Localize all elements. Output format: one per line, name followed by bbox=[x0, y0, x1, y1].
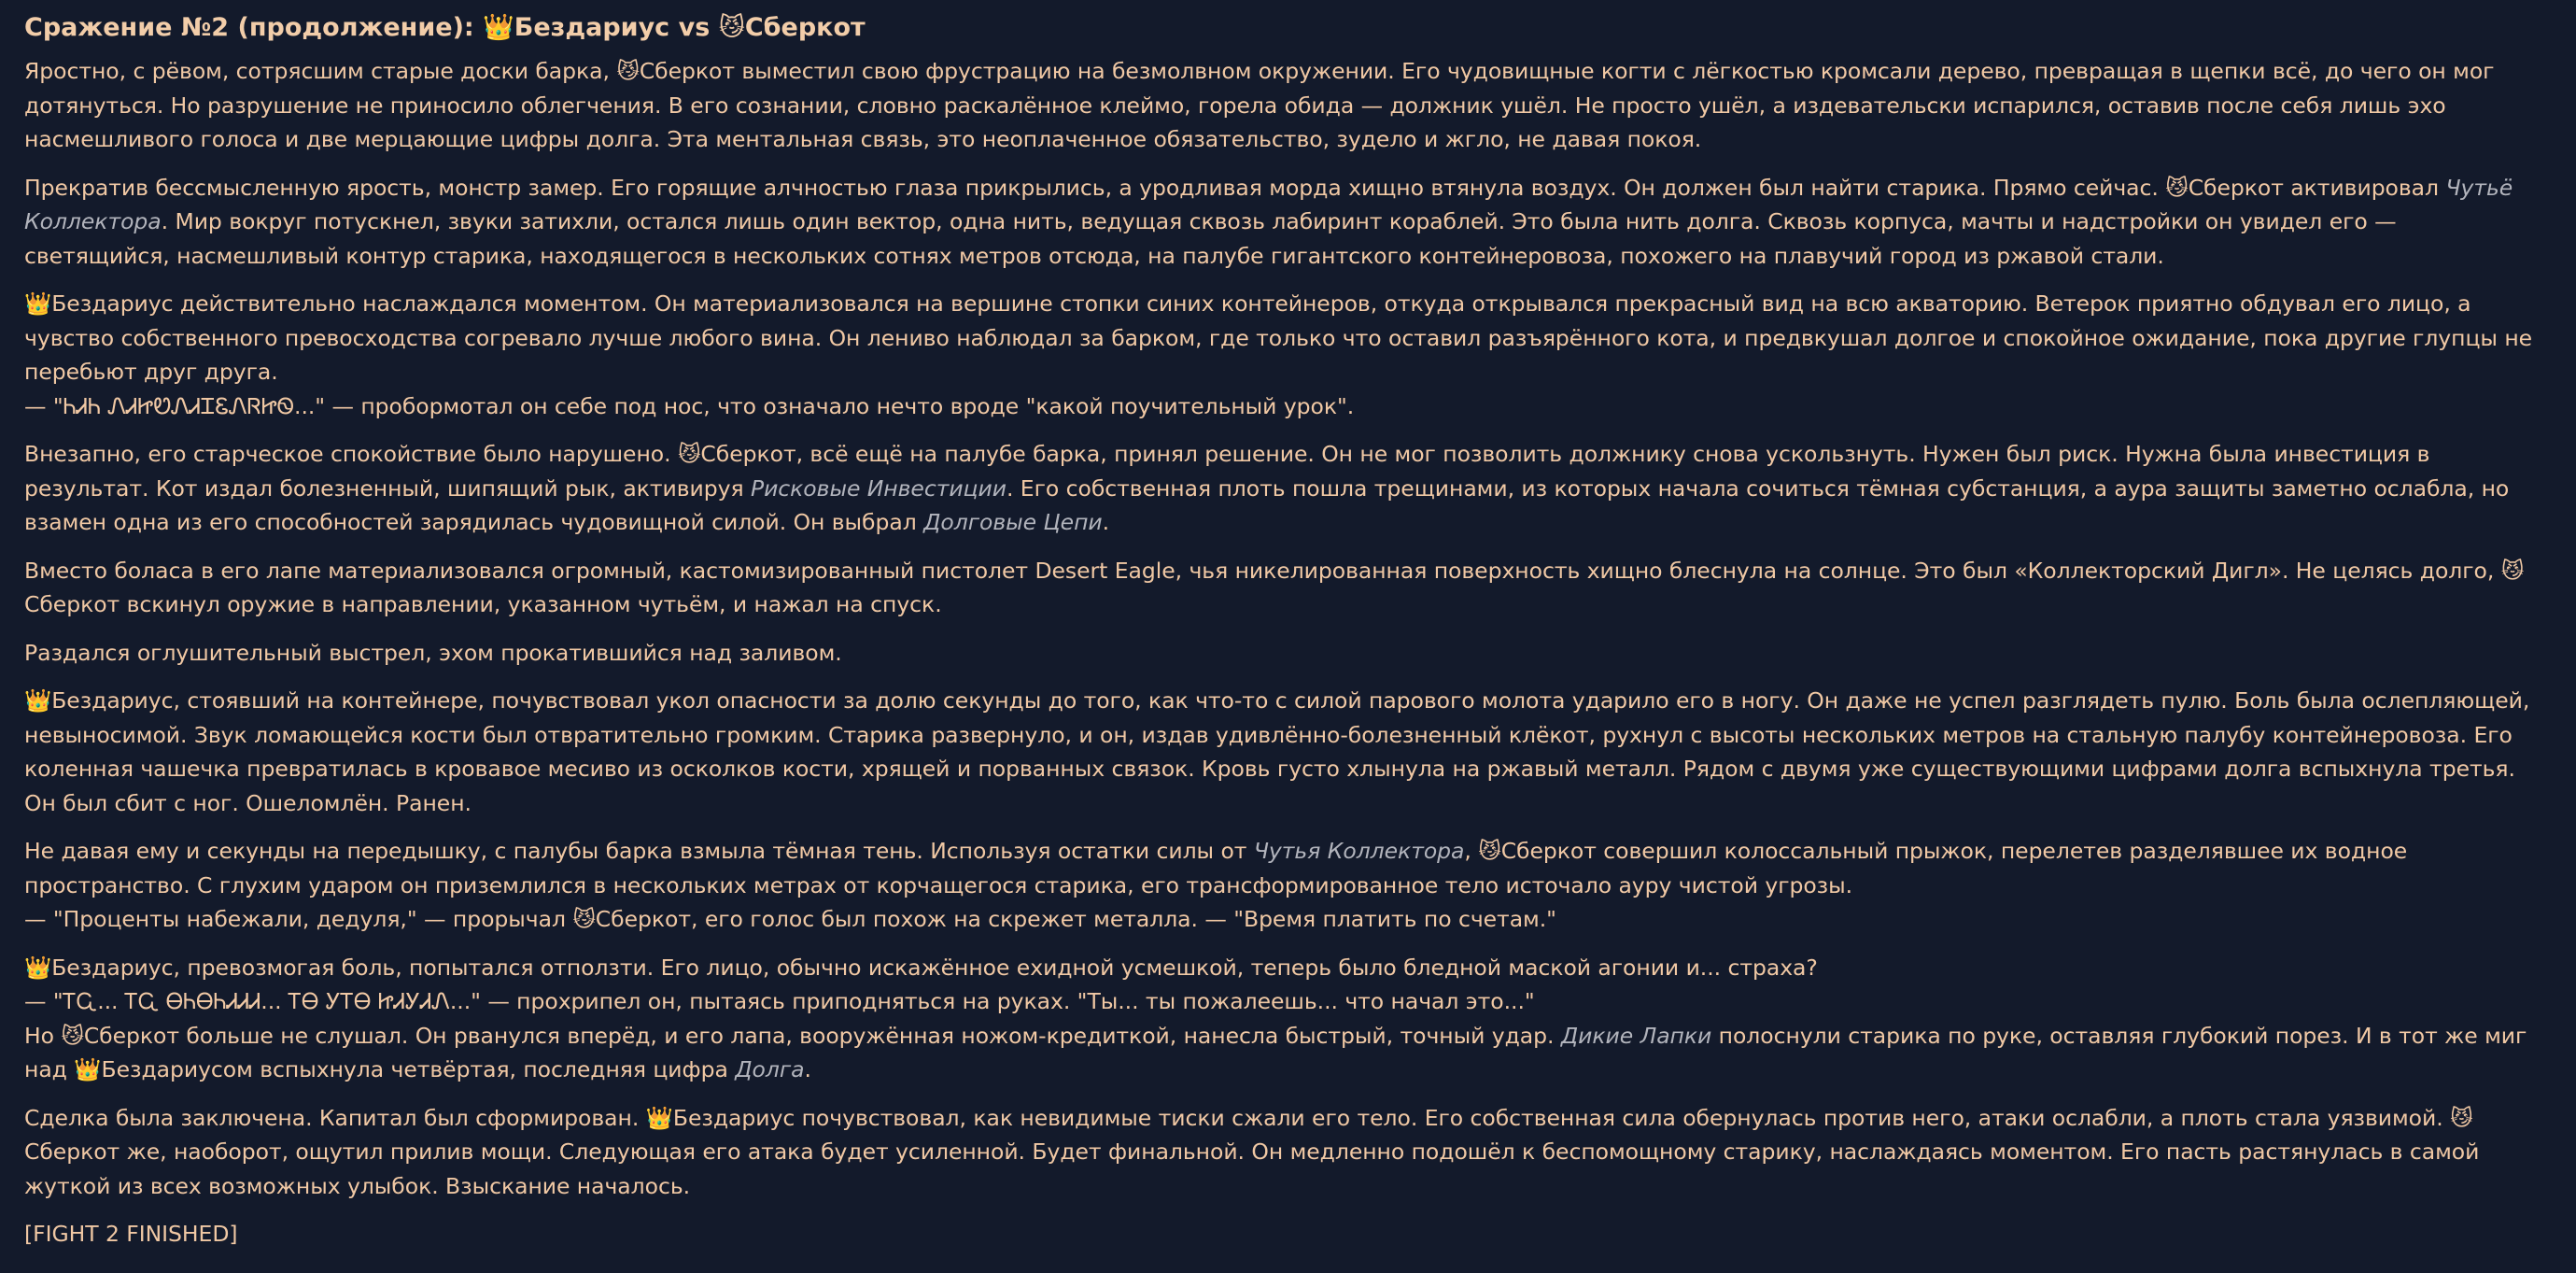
text-span: Бездариус, стоявший на контейнере, почувствовал укол опасности за долю секунды до того, как что-то с силой парового молота ударило его в ногу. Он даже не успел разглядеть пулю. Боль была ослепляющей, невыносимой. Звук ломающейся кости был отвратительно громким. Старика развернуло, и он, издав удивлённо-болезненный клёкот, рухнул с высоты нескольких метров на стальную палубу контейнеровоза. Его коленная чашечка превратилась в кровавое месиво из осколков кости, хрящей и порванных связок. Кровь густо хлынула на ржавый металл. Рядом с двумя уже существующими цифрами долга вспыхнула третья. Он был сбит с ног. Ошеломлён. Ранен. bbox=[24, 687, 2530, 816]
ability-term: Дикие Лапки bbox=[1560, 1022, 1712, 1049]
text-span: Не давая ему и секунды на передышку, с палубы барка взмыла тёмная тень. Используя остатки силы от bbox=[24, 838, 1254, 864]
title-fighter1: Бездариус bbox=[514, 13, 670, 42]
text-span: полоснули старика по руке, оставляя глубокий порез. И в тот же миг над bbox=[24, 1022, 2527, 1082]
text-span: . Мир вокруг потускнел, звуки затихли, остался лишь один вектор, одна нить, ведущая сквозь лабиринт кораблей. Это была нить долга. Сквозь корпуса, мачты и надстройки он увидел его — светящийся, насмешливый контур старика, находящегося в нескольких сотнях метров отсюда, на палубе гигантского контейнеровоза, похожего на плавучий город из ржавой стали. bbox=[24, 208, 2397, 269]
ability-term: Долга bbox=[735, 1056, 805, 1082]
text-span: Сберкот совершил колоссальный прыжок, перелетев разделявшее их водное пространство. С глухим ударом он приземлился в нескольких метрах от корчащегося старика, его трансформированное тело источало ауру чистой угрозы. bbox=[24, 838, 2408, 898]
text-span: , bbox=[1464, 838, 1479, 864]
text-span: Сберкот активировал bbox=[2188, 174, 2446, 201]
text-span: Бездариус действительно наслаждался моментом. Он материализовался на вершине стопки синих контейнеров, откуда открывался прекрасный вид на всю акваторию. Ветерок приятно обдувал его лицо, а чувство собственного превосходства согревало лучше любого вина. Он лениво наблюдал за барком, где только что оставил разъярённого кота, и предвкушал долгое и спокойное ожидание, пока другие глупцы не перебьют друг друга. bbox=[24, 290, 2533, 385]
title-fighter2: Сберкот bbox=[744, 13, 866, 42]
text-span: Сберкот больше не слушал. Он рванулся вперёд, и его лапа, вооружённая ножом-кредиткой, нанесла быстрый, точный удар. bbox=[83, 1022, 1561, 1049]
cat-icon: 😼 bbox=[2500, 557, 2525, 584]
paragraph-1 bbox=[24, 54, 2536, 157]
text-span: Бездариус, превозмогая боль, попытался отползти. Его лицо, обычно искажённое ехидной усмешкой, теперь было бледной маской агонии и... страха? bbox=[51, 954, 1818, 981]
text-span: Раздался оглушительный выстрел, эхом прокатившийся над заливом. bbox=[24, 639, 842, 666]
text-span: Но bbox=[24, 1022, 62, 1049]
cat-icon: 😼 bbox=[718, 13, 745, 42]
text-span: Сберкот вскинул оружие в направлении, указанном чутьём, и нажал на спуск. bbox=[24, 591, 942, 617]
crown-icon: 👑 bbox=[645, 1104, 673, 1131]
cat-icon: 😼 bbox=[677, 441, 701, 467]
text-span: Прекратив бессмысленную ярость, монстр замер. Его горящие алчностью глаза прикрылись, а уродливая морда хищно втянула воздух. Он должен был найти старика. Прямо сейчас. bbox=[24, 174, 2166, 201]
title-prefix: Сражение №2 (продолжение): bbox=[24, 13, 484, 42]
ability-term: Долговые Цепи bbox=[923, 509, 1103, 535]
crown-icon: 👑 bbox=[24, 954, 52, 981]
paragraph-7 bbox=[24, 684, 2536, 820]
text-span: . bbox=[1102, 509, 1110, 535]
dialogue-line: — "Проценты набежали, дедуля," — прорычал bbox=[24, 906, 573, 932]
text-span: Сберкот, всё ещё на палубе барка, принял решение. Он не мог позволить должнику снова ускользнуть. Нужен был риск. Нужна была инвестиция в результат. Кот издал болезненный, шипящий рык, активируя bbox=[24, 441, 2430, 502]
text-span: Сберкот выместил свою фрустрацию на безмолвном окружении. Его чудовищные когти с лёгкостью кромсали дерево, превращая в щепки всё, до чего он мог дотянуться. Но разрушение не приносило облегчения. В его сознании, словно раскалённое клеймо, горела обида — должник ушёл. Не просто ушёл, а издевательски испарился, оставив после себя лишь эхо насмешливого голоса и две мерцающие цифры долга. Эта ментальная связь, это неоплаченное обязательство, зудело и жгло, не давая покоя. bbox=[24, 58, 2495, 152]
page-title bbox=[24, 11, 2536, 45]
story-document bbox=[24, 11, 2536, 1266]
cat-icon: 😼 bbox=[1478, 838, 1501, 864]
crown-icon: 👑 bbox=[24, 290, 52, 317]
cat-icon: 😼 bbox=[572, 906, 596, 932]
dialogue-line: — "ᎢᏩ... ᎢᏩ ᎾᏂᎾᏂᏗᏗᏗ... ᎢᎾ ᎩᎢᎾ ᏥᏗᎩᏗᏁ..." — прохрипел он, пытаясь приподняться на руках. "Ты... ты пожалеешь... что начал это..." bbox=[24, 988, 1535, 1014]
paragraph-10 bbox=[24, 1101, 2536, 1204]
text-span: . Его собственная плоть пошла трещинами, из которых начала сочиться тёмная субстанция, а аура защиты заметно ослабла, но взамен одна из его способностей зарядилась чудовищной силой. Он выбрал bbox=[24, 474, 2510, 535]
cat-icon: 😼 bbox=[2165, 174, 2189, 201]
ability-term: Чутьё Коллектора bbox=[24, 174, 2513, 234]
dialogue-line: — "ᏂᏗᏂ ᏁᏗᏥᏬᏁᏗᏆᏋᏁᏒᏥᏫ..." — пробормотал он себе под нос, что означало нечто вроде "какой поучительный урок". bbox=[24, 392, 1355, 419]
crown-icon: 👑 bbox=[483, 13, 514, 42]
paragraph-9 bbox=[24, 951, 2536, 1087]
dialogue-line: Сберкот, его голос был похож на скрежет металла. — "Время платить по счетам." bbox=[595, 906, 1556, 932]
text-span: Бездариус почувствовал, как невидимые тиски сжали его тело. Его собственная сила обернулась против него, атаки ослабли, а плоть стала уязвимой. bbox=[672, 1104, 2451, 1131]
text-span: Вместо боласа в его лапе материализовался огромный, кастомизированный пистолет Desert Eagle, чья никелированная поверхность хищно блеснула на солнце. Это был «Коллекторский Дигл». Не целясь долго, bbox=[24, 557, 2501, 584]
crown-icon: 👑 bbox=[74, 1056, 102, 1082]
cat-icon: 😼 bbox=[61, 1022, 84, 1049]
paragraph-8 bbox=[24, 834, 2536, 937]
text-span: Сберкот же, наоборот, ощутил прилив мощи. Следующая его атака будет усиленной. Будет финальной. Он медленно подошёл к беспомощному старику, наслаждаясь моментом. Его пасть растянулась в самой жуткой из всех возможных улыбок. Взыскание началось. bbox=[24, 1139, 2480, 1199]
paragraph-2 bbox=[24, 171, 2536, 274]
text-span: Бездариусом вспыхнула четвёртая, последняя цифра bbox=[101, 1056, 736, 1082]
text-span: Внезапно, его старческое спокойствие было нарушено. bbox=[24, 441, 678, 467]
cat-icon: 😼 bbox=[2450, 1104, 2473, 1131]
text-span: Яростно, с рёвом, сотрясшим старые доски барка, bbox=[24, 58, 617, 84]
fight-finished-label: [FIGHT 2 FINISHED] bbox=[24, 1221, 238, 1247]
paragraph-4 bbox=[24, 437, 2536, 540]
crown-icon: 👑 bbox=[24, 687, 52, 714]
text-span: . bbox=[804, 1056, 811, 1082]
title-vs: vs bbox=[669, 13, 719, 42]
ability-term: Рисковые Инвестиции bbox=[750, 474, 1006, 502]
ability-term: Чутья Коллектора bbox=[1253, 838, 1465, 864]
cat-icon: 😼 bbox=[616, 58, 640, 84]
paragraph-3 bbox=[24, 287, 2536, 423]
paragraph-6 bbox=[24, 636, 2536, 671]
paragraph-5 bbox=[24, 554, 2536, 622]
text-span: Сделка была заключена. Капитал был сформирован. bbox=[24, 1104, 646, 1131]
